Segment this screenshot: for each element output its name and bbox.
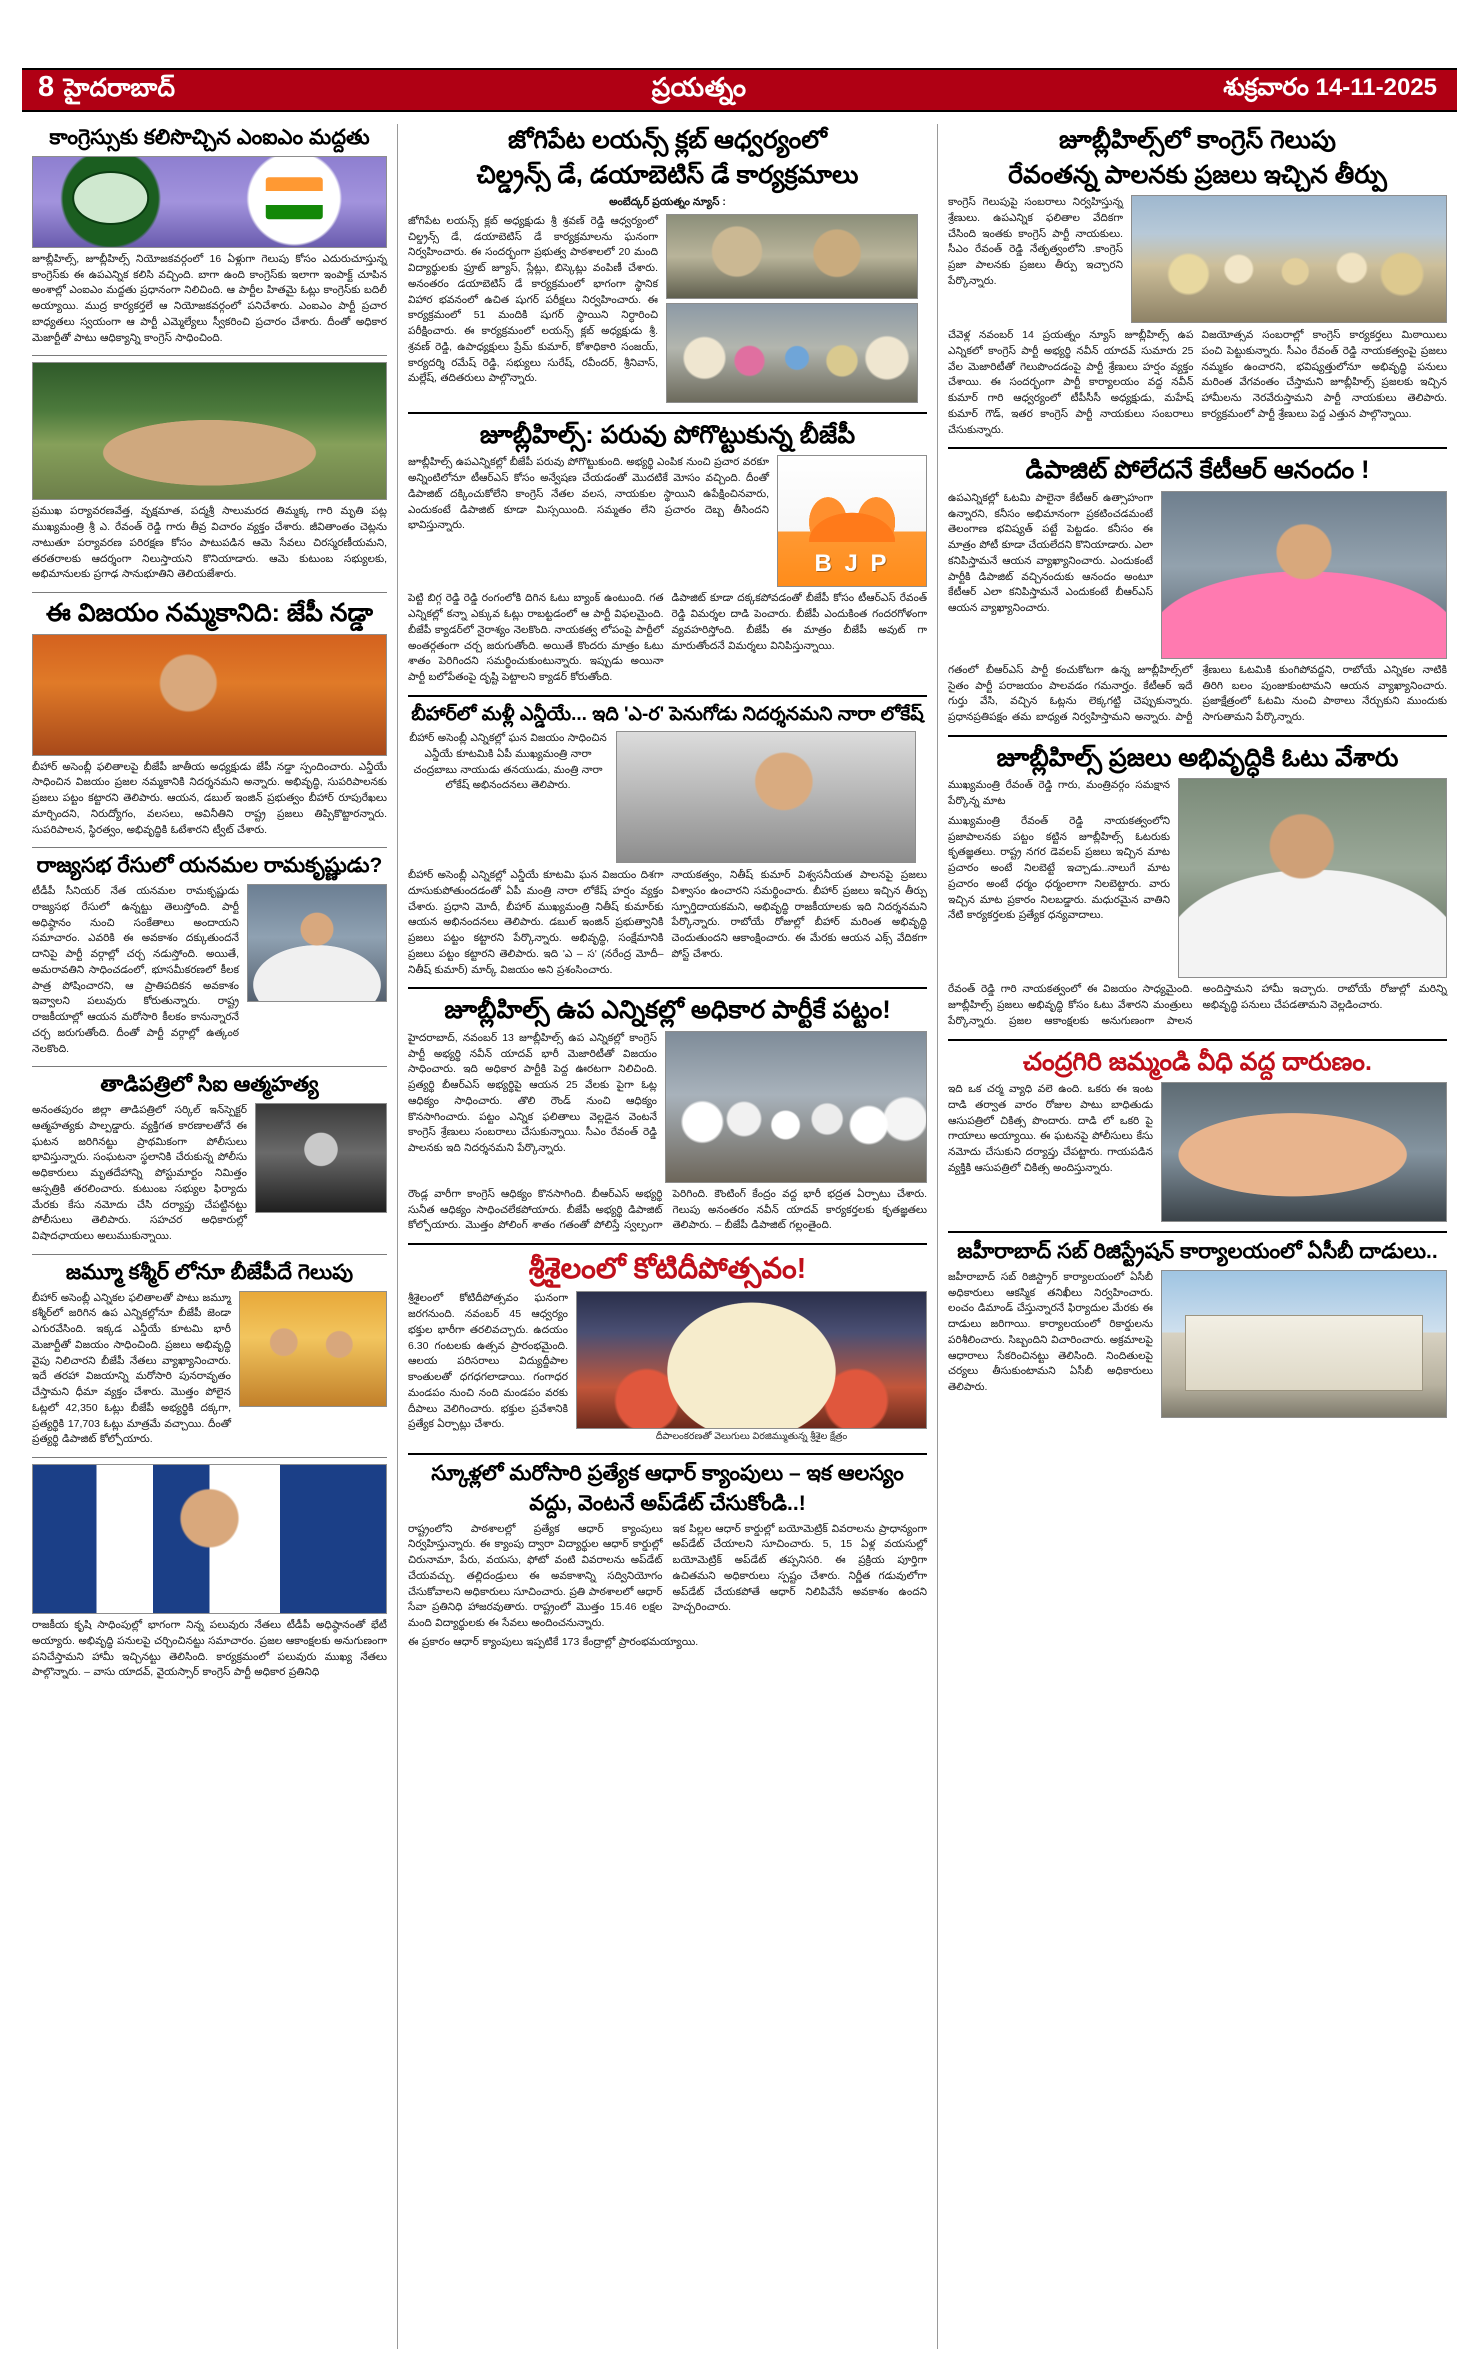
headline: రాజ్యసభ రేసులో యనమల రామకృష్ణుడు?: [36, 854, 383, 878]
headline: జూబ్లీహిల్స్ ఉప ఎన్నికల్లో అధికార పార్టీకే పట్టం!: [444, 996, 891, 1025]
article-body: బీహార్ అసెంబ్లీ ఫలితాలపై బీజేపీ జాతీయ అధ్యక్షుడు జేపీ నడ్డా స్పందించారు. ఎన్డీయే సాధించిన విజయం ప్రజల నమ్మకానికి నిదర్శనమని అన్నారు. అభివృద్ధి, సుపరిపాలనకు ప్రజలు పట్టం కట్టారని తెలిపారు. ఆయన, డబుల్ ఇంజిన్ ప్రభుత్వం బీహార్ రూపురేఖలు మార్చిందని, నిరుద్యోగం, వలసలు, అవినీతిని రాష్ట్ర ప్రజలు తిప్పికొట్టారన్నారు. సుపరిపాలన, స్థిరత్వం, అభివృద్ధికి ఓటేశారని ట్వీట్ చేశారు.: [32, 760, 387, 836]
building-shape: [1185, 1315, 1424, 1391]
article-body: జోగిపేట లయన్స్ క్లబ్ అధ్యక్షుడు శ్రీ శ్రవణ్ రెడ్డి ఆధ్వర్యంలో చిల్డ్రన్స్ డే, డయాబెటిస్ డే కార్యక్రమాలను ఘనంగా నిర్వహించారు. ఈ సందర్భంగా ప్రభుత్వ పాఠశాలలో 20 మంది విద్యార్థులకు ఫ్రూట్ జ్యూస్, స్లేట్లు, బిస్కెట్లు వంపిణీ చేశారు. అనంతరం డయాబెటిస్ డే కార్యక్రమంలో భాగంగా స్థానిక విహార భవనంలో ఉచిత షుగర్ పరీక్షలు నిర్వహించారు. ఈ కార్యక్రమంలో 51 మందికి షుగర్ స్థాయిని నిర్ధారించి పరీక్షించారు. ఈ కార్యక్రమంలో లయన్స్ క్లబ్ అధ్యక్షుడు శ్రీ. శ్రవణ్ రెడ్డి, ఉపాధ్యక్షులు ప్రేమ్ కుమార్, కోశాధికారి సంజయ్, కార్యదర్శి రమేష్ రెడ్డి, సభ్యులు సురేష్, రవీందర్, శ్రీనివాస్, మల్లేష్, తదితరులు పాల్గొన్నారు.: [408, 214, 658, 385]
article-aadhaar-camps: [408, 1462, 927, 1651]
photo-ci: [255, 1103, 387, 1213]
article-development-vote: [948, 744, 1447, 1030]
article-yanamala: [32, 854, 387, 1057]
article-acb-raid: [948, 1240, 1447, 1418]
article-jk-bjp: [32, 1261, 387, 1448]
headline-line-1: జోగిపేట లయన్స్ క్లబ్ ఆధ్వర్యంలో: [507, 126, 828, 154]
article-body-left: హైదరాబాద్, నవంబర్ 13 జూబ్లీహిల్స్ ఉప ఎన్నికల్లో కాంగ్రెస్ పార్టీ అభ్యర్థి నవీన్ యాదవ్ భారీ మెజారిటీతో విజయం సాధించారు. ఇది అధికార పార్టీకి పెద్ద ఊరటగా నిలిచింది. ప్రత్యర్థి బీఆర్ఎస్ అభ్యర్థిపై ఆయన 25 వేలకు పైగా ఓట్ల ఆధిక్యం సాధించారు. తొలి రౌండ్ నుంచి ఆధిక్యం కొనసాగించారు. పట్టం ఎన్నిక ఫలితాలు వెల్లడైన వెంటనే కాంగ్రెస్ శ్రేణులు సంబరాలు చేసుకున్నాయి. సీఎం రేవంత్ రెడ్డి పాలనకు ఇది నిదర్శనమని పేర్కొన్నారు.: [408, 1031, 657, 1155]
photo-children: [666, 303, 918, 403]
headline: తాడిపత్రిలో సిఐ ఆత్మహత్య: [100, 1073, 319, 1097]
dev-top: [948, 778, 1447, 978]
masthead-bar: [22, 68, 1457, 112]
divider: [32, 1066, 387, 1067]
divider: [32, 592, 387, 593]
article-body-3: డిపాజిట్ కూడా దక్కకపోవడంతో బీజేపీ కోసం టీఆర్ఎస్ రేవంత్ రెడ్డి విమర్శల దాడి పెంచారు. బీజేపీ ఎందుకింత గందరగోళంగా వ్యవహరిస్తోంది. బీజేపీ ఈ మాత్రం బీజేపీ అవుట్ గా మారుతోందనే విమర్శలు వినిపిస్తున్నాయి.: [671, 592, 927, 652]
column-right: [938, 124, 1457, 2349]
column-center: [398, 124, 938, 2349]
article-body-below: విజయోత్సవ సంబరాల్లో కాంగ్రెస్ కార్యకర్తలు మిఠాయిలు పంచి పెట్టుకున్నారు. సీఎం రేవంత్ రెడ్డి నాయకత్వంపై ప్రజలు నమ్మకం ఉంచారని, భవిష్యత్తులోనూ అభివృద్ధి పనులు మరింత వేగవంతం చేస్తామని జూబ్లీహిల్స్ ప్రజలకు ఇచ్చిన హామీలను నెరవేరుస్తామని పార్టీ నాయకులు తెలిపారు. కార్యక్రమంలో పార్టీ శ్రేణులు పెద్ద ఎత్తున పాల్గొన్నాయి.: [1201, 329, 1447, 420]
article-ci-suicide: [32, 1073, 387, 1245]
photo-injury: [1161, 1082, 1447, 1222]
edition-city: హైదరాబాద్: [63, 74, 175, 102]
bjp-photo-wrap: [777, 455, 927, 587]
srisailam-photo-wrap: [576, 1291, 927, 1444]
article-srisailam: [408, 1252, 927, 1444]
masthead-date: శుక్రవారం 14-11-2025: [1223, 73, 1437, 101]
bypoll-top: [408, 1031, 927, 1183]
divider: [948, 735, 1447, 737]
congress-flag-icon: [266, 177, 322, 218]
article-body: అనంతపురం జిల్లా తాడిపత్రిలో సర్కిల్ ఇన్‌స్పెక్టర్ ఆత్మహత్యకు పాల్పడ్డారు. వ్యక్తిగత కారణాలతోనే ఈ ఘటన జరిగినట్టు ప్రాథమికంగా పోలీసులు భావిస్తున్నారు. సంఘటనా స్థలానికి చేరుకున్న పోలీసు అధికారులు మృతదేహాన్ని పోస్టుమార్టం నిమిత్తం ఆస్పత్రికి తరలించారు. కుటుంబ సభ్యుల ఫిర్యాదు మేరకు కేసు నమోదు చేసి దర్యాప్తు చేపట్టినట్టు పోలీసులు తెలిపారు. సహచర అధికారుల్లో విషాదఛాయలు అలుముకున్నాయి.: [32, 1104, 247, 1243]
divider: [408, 987, 927, 989]
article-body: జూబ్లీహిల్స్, జూబ్లీహిల్స్ నియోజకవర్గంలో 16 ఏళ్లుగా గెలుపు కోసం ఎదురుచూస్తున్న కాంగ్రెస్‌కు ఈ ఉపఎన్నిక కలిసి వచ్చింది. బాగా ఉంది కాంగ్రెస్‌కు ఇలాగా ఇంపాక్ట్ చూపిన అంశాల్లో ఎంఐఎం మద్దతు ప్రధానంగా నిలిచింది. ఆ పార్టీల హితమై ఓట్లు కాంగ్రెస్‌కు బదిలీ అయ్యాయి. ముద్ర కార్యకర్తలే ఆ నియోజకవర్గంలో పనిచేశారు. ఎంఐఎం పార్టీ ప్రచార బాధ్యతలు స్వయంగా ఆ పార్టీ ఎమ్మెల్యేలు స్వీకరించి ప్రచారం చేశారు. దీంతో అధికార మెజార్టీతో పాటు ఆధిక్యాన్ని కాంగ్రెస్ సాధించింది.: [32, 252, 387, 344]
photo-jk-celebration: [239, 1291, 387, 1407]
article-body-left: ముఖ్యమంత్రి రేవంత్ రెడ్డి నాయకత్వంలోని ప్రజాపాలనకు పట్టం కట్టిన జూబ్లీహిల్స్ ఓటరుకు కృతజ్ఞతలు. రాష్ట్ర నగర డెవలప్ ప్రజలు ఇచ్చిన మాట ప్రచారం అంటే నిలబెట్టే ఇచ్చాడు..నాలుగే మాట ప్రచారం అంటే ధర్మం ధర్మంలాగా నిలబెట్టారు. వారు ఇచ్చిన మాట ప్రకారం నిలబడ్డారు. మధురమైన వాతిని నేటి కార్యకర్తలకు ప్రత్యేక ధన్యవాదాలు.: [948, 814, 1170, 922]
photo-minister: [1178, 778, 1447, 978]
headline: ఈ విజయం నమ్మకానిది: జేపీ నడ్డా: [46, 599, 373, 628]
article-body-bottom: ఈ ప్రకారం ఆధార్ క్యాంపులు ఇప్పటికే 173 కేంద్రాల్లో ప్రారంభమయ్యాయి.: [408, 1635, 699, 1648]
divider: [408, 412, 927, 414]
article-lokesh-bihar: [408, 704, 927, 979]
dev-text-wrap: [948, 778, 1170, 924]
byline: అంబేద్కర్ ప్రయత్నం న్యూస్ :: [609, 196, 726, 208]
article-ysrcp: [32, 1464, 387, 1681]
headline-line-2: వద్దు, వెంటనే అప్‌డేట్ చేసుకోండి..!: [529, 1491, 806, 1515]
headline: శ్రీశైలంలో కోటిదీపోత్సవం!: [528, 1253, 807, 1286]
congress-top: [948, 195, 1447, 323]
photo-thimmakka: [32, 362, 387, 500]
masthead-title: ప్రయత్నం: [651, 71, 747, 102]
photo-lokesh: [616, 731, 916, 863]
divider: [948, 447, 1447, 449]
column-left: [22, 124, 398, 2349]
headline: జూబ్లీహిల్స్ ప్రజలు అభివృద్ధికి ఓటు వేశారు: [996, 743, 1399, 772]
text-with-photos: [408, 214, 927, 403]
acb-body: [948, 1270, 1447, 1418]
article-nadda: [32, 599, 387, 838]
photo-ysrcp-event: [32, 1464, 387, 1614]
masthead-left: [22, 71, 175, 109]
bjp-wordmark: B J P: [814, 550, 890, 578]
article-body-right: చేవెళ్ల నవంబర్ 14 ప్రయత్నం న్యూస్ జూబ్లీహిల్స్ ఉప ఎన్నికలో కాంగ్రెస్ పార్టీ అభ్యర్థి నవీన్ యాదవ్ సుమారు 25 వేల మెజారిటీతో గెలుపొందడంపై పార్టీ శ్రేణులు హర్షం వ్యక్తం చేశాయి. ఈ సందర్భంగా పార్టీ కార్యాలయం వద్ద నవీన్ కుమార్ గారి ఆధ్వర్యంలో టీపీసీసీ అధ్యక్షుడు, మహేష్ కుమార్ గౌడ్, ఇతర కాంగ్రెస్ పార్టీ నాయకులు సంబరాలు చేసుకున్నారు.: [948, 329, 1194, 436]
headline: జమ్మూ కశ్మీర్ లోనూ బీజేపీదే గెలుపు: [65, 1260, 354, 1284]
incident-body: [948, 1082, 1447, 1222]
photo-stack: [666, 214, 918, 403]
photo-srisailam-temple: [576, 1291, 927, 1429]
article-body-left: శ్రీశైలంలో కోటిదీపోత్సవం ఘనంగా జరగనుంది. నవంబర్ 45 ఆధ్వర్యం భక్తుల భారీగా తరలివచ్చారు. ఉదయం 6.30 గంటలకు ఉత్సవ ప్రారంభమైంది. ఆలయ పరిసరాలు విద్యుద్దీపాల కాంతులతో ధగధగలాడాయి. గంగాధర మండపం నుంచి నంది మండపం వరకు దీపాలు వెలిగించారు. భక్తుల ప్రవేశానికి ప్రత్యేక ఏర్పాట్లు చేశారు.: [408, 1292, 568, 1431]
photo-yanamala: [247, 884, 387, 1002]
article-jubileehills-bypoll: [408, 996, 927, 1234]
article-body-right: నాయకత్వం, నితీష్ కుమార్ విశ్వసనీయత పాలనపై ప్రజలు విశ్వాసం ఉంచారని సమర్థించారు. బీహార్ ప్రజలు ఇచ్చిన తీర్పు స్ఫూర్తిదాయకమని, అభివృద్ధి రాజకీయాలకు ఇది నిదర్శనమని పేర్కొన్నారు. రాబోయే రోజుల్లో బీహార్ మరింత అభివృద్ధి చెందుతుందని ఆకాంక్షించారు. ఈ మేరకు ఆయన ఎక్స్ వేదికగా పోస్ట్ చేశారు.: [671, 869, 927, 960]
divider: [408, 1243, 927, 1245]
headline: జూబ్లీహిల్స్: పరువు పోగొట్టుకున్న బీజేపీ: [479, 420, 856, 449]
headline: జహీరాబాద్ సబ్ రిజిస్ట్రేషన్ కార్యాలయంలో ఏసీబీ దాడులు..: [957, 1240, 1438, 1263]
photo-juice-distribution: [666, 214, 918, 299]
ktr-top: [948, 491, 1447, 659]
headline: కాంగ్రెస్సుకు కలిసొచ్చిన ఎంఐఎం మద్దతు: [49, 126, 370, 149]
photo-nadda: [32, 634, 387, 756]
text-with-photo: [32, 1103, 387, 1245]
article-body-right: రౌండ్ల వారీగా కాంగ్రెస్ ఆధిక్యం కొనసాగింది. బీఆర్ఎస్ అభ్యర్థి సునీత ఆధిక్యం సాధించలేకపోయారు. బీజేపీ అభ్యర్థి డిపాజిట్ కోల్పోయారు. మొత్తం పోలింగ్ శాతం గతంతో పోలిస్తే స్వల్పంగా పెరిగింది. కౌంటింగ్ కేంద్రం వద్ద భారీ భద్రత ఏర్పాటు చేశారు. గెలుపు అనంతరం నవీన్ యాదవ్ కార్యకర్తలకు కృతజ్ఞతలు తెలిపారు. – బీజేపీ డిపాజిట్ గల్లంతైంది.: [408, 1187, 927, 1232]
aadhaar-body-columns: [408, 1522, 927, 1632]
article-body-right: గతంలో బీఆర్ఎస్ పార్టీ కంచుకోటగా ఉన్న జూబ్లీహిల్స్‌లో సైతం పార్టీ పరాజయం పాలవడం గమనార్హం. కేటీఆర్ ఇదే గుర్తు వేసి, వచ్చిన ఓట్లను లెక్కగట్టి చెప్పుకున్నారు. ప్రధానప్రతిపక్షం తమ బాధ్యత నిర్వహిస్తామని అన్నారు. పార్టీ శ్రేణులు ఓటమికి కుంగిపోవద్దని, రాబోయే ఎన్నికల నాటికి తిరిగి బలం పుంజుకుంటామని ఆయన వ్యాఖ్యానించారు. ప్రజాక్షేత్రంలో ఓటమి నుంచి పాఠాలు నేర్చుకుని ముందుకు సాగుతామని పేర్కొన్నారు.: [948, 663, 1447, 723]
divider: [408, 695, 927, 697]
divider: [32, 847, 387, 848]
headline-line-2: చిల్డ్రన్స్ డే, డయాబెటిస్ డే కార్యక్రమాలు: [476, 160, 859, 189]
text-with-photo: [32, 884, 387, 1057]
article-thimmakka: [32, 362, 387, 583]
headline-line-2: రేవంతన్న పాలనకు ప్రజలు ఇచ్చిన తీర్పు: [1008, 160, 1387, 189]
headline: బీహార్‌లో మళ్లీ ఎన్డీయే... ఇది 'ఎ-ర' పెనుగోడు నిదర్శనమని నారా లోకేష్: [411, 703, 924, 725]
article-body-right: రేవంత్ రెడ్డి గారి నాయకత్వంలో ఈ విజయం సాధ్యమైంది. జూబ్లీహిల్స్ ప్రజలు అభివృద్ధి కోసం ఓటు వేశారని మంత్రులు పేర్కొన్నారు. ప్రజల ఆకాంక్షలకు అనుగుణంగా పాలన అందిస్తామని హామీ ఇచ్చారు. రాబోయే రోజుల్లో మరిన్ని అభివృద్ధి పనులు చేపడతామని వెల్లడించారు.: [948, 983, 1447, 1027]
mim-emblem-icon: [72, 171, 150, 225]
article-lead: ముఖ్యమంత్రి రేవంత్ రెడ్డి గారు, మంత్రివర్గం సమక్షాన పేర్కొన్న మాట: [948, 779, 1170, 807]
article-body: రాజకీయ కృషి సాధింపుల్లో భాగంగా నిన్న పలువురు నేతలు టీడీపీ అధిష్ఠానంతో భేటీ అయ్యారు. అభివృద్ధి పనులపై చర్చించినట్టు సమాచారం. ప్రజల ఆకాంక్షలకు అనుగుణంగా పనిచేస్తామని హామీ ఇచ్చినట్టు తెలిసింది. కార్యక్రమంలో పలువురు ముఖ్య నేతలు పాల్గొన్నారు. – వాసు యాదవ్, వైయస్సార్ కాంగ్రెస్ పార్టీ అధికార ప్రతినిధి: [32, 1619, 387, 1679]
article-ktr-deposit: [948, 456, 1447, 726]
headline: డిపాజిట్ పోలేదనే కేటీఆర్ ఆనందం !: [1025, 456, 1370, 485]
divider: [948, 1039, 1447, 1041]
article-body-1: జూబ్లీహిల్స్ ఉపఎన్నికల్లో బీజేపీ పరువు పోగొట్టుకుంది. అభ్యర్థి ఎంపిక నుంచి ప్రచార వరకూ అన్నింటిలోనూ టీఆర్ఎస్ కోసం అన్వేషణ చేయడంతో మొదటికే మోసం వచ్చింది. దీంతో డిపాజిట్ దక్కించుకోలేని కాంగ్రెస్ నేతల వలస, నాయకుల స్థాయిని ఉపేక్షించినవారు, ఎందుకంటే డిపాజిట్ కూడా మిస్సయింది. సమ్మతం లేని ప్రచారం దెబ్బ తీసిందని భావిస్తున్నారు.: [408, 456, 769, 532]
headline-line-1: స్కూళ్లలో మరోసారి ప్రత్యేక ఆధార్ క్యాంపులు – ఇక ఆలస్యం: [431, 1462, 904, 1486]
article-body-left: ఉపఎన్నికల్లో ఓటమి పాలైనా కేటీఆర్ ఉత్సాహంగా ఉన్నారని, కనీసం అభిమానంగా ప్రకటించడమంటే తెలంగాణ భవిష్యత్ పట్టే పెట్టడం. కనీసం ఈ మాత్రం పోటీ కూడా చేయలేదని కొనియాడారు. ఎలా కనిపిస్తామనే ఆయన వ్యాఖ్యానించారు. ఎందుకంటే పార్టీకి డిపాజిట్ వచ్చినందుకు ఆనందం అంటూ కేటీఆర్ ఎలా కనిపిస్తామనే ఎందుకంటే బీఆర్ఎస్ ఆయన వ్యాఖ్యానించారు.: [948, 491, 1153, 614]
lotus-icon: [809, 490, 895, 542]
article-body-left: రాష్ట్రంలోని పాఠశాలల్లో ప్రత్యేక ఆధార్ క్యాంపులు నిర్వహిస్తున్నారు. ఈ క్యాంపు ద్వారా విద్యార్థుల ఆధార్ కార్డుల్లో చిరునామా, పేరు, వయసు, ఫోటో వంటి వివరాలను అప్‌డేట్ చేయవచ్చు. తల్లిదండ్రులు ఈ అవకాశాన్ని సద్వినియోగం చేసుకోవాలని అధికారులు సూచించారు. ప్రతి పాఠశాలలో ఆధార్ సేవా ప్రతినిధి హాజరవుతారు. రాష్ట్రంలో మొత్తం 15.46 లక్షల మంది విద్యార్థులకు ఈ సేవలు అందించనున్నారు.: [408, 1522, 663, 1630]
photo-sub-registrar-office: [1161, 1270, 1447, 1418]
photo-caption: దీపాలంకరణతో వెలుగులు విరజిమ్ముతున్న శ్రీశైల క్షేత్రం: [655, 1431, 848, 1443]
article-body: టీడీపీ సీనియర్ నేత యనమల రామకృష్ణుడు రాజ్యసభ రేసులో ఉన్నట్టు తెలుస్తోంది. పార్టీ అధిష్ఠానం నుంచి సంకేతాలు అందాయని సమాచారం. ఎవరికి ఈ అవకాశం దక్కుతుందనే దానిపై పార్టీ వర్గాల్లో చర్చ నడుస్తోంది. అయితే, అమరావతిని సాధించడంలో, భూసమీకరణలో కీలక పాత్ర పోషించారని, ఆ ప్రాతిపదికన అవకాశం ఇవ్వాలని పలువురు కోరుతున్నారు. రాష్ట్ర రాజకీయాల్లో ఆయన మరోసారి కీలకం కానున్నారనే చర్చ జరుగుతోంది. దీంతో పార్టీ వర్గాల్లో ఉత్కంఠ నెలకొంది.: [32, 885, 239, 1055]
article-body-left: కాంగ్రెస్ గెలుపుపై సంబరాలు నిర్వహిస్తున్న శ్రేణులు. ఉపఎన్నిక ఫలితాల వేదికగా చేసింది ఇంతకు కాంగ్రెస్ పార్టీ నాయకులు. సీఎం రేవంత్ రెడ్డి నేతృత్వంలోని .కాంగ్రెస్ ప్రజా పాలనకు ప్రజలు తీర్పు ఇచ్చారని పేర్కొన్నారు.: [948, 196, 1123, 287]
photo-congress-rally: [1131, 195, 1447, 323]
article-body-2: పెట్టి బిగ్గ రెడ్డి రెడ్డి రంగంలోకి దిగిన ఓటు బ్యాంక్ ఉంటుంది. గత ఎన్నికల్లో కన్నా ఎక్కువ ఓట్లు రాబట్టడంలో ఆ పార్టీ విఫలమైంది. బీజేపీ క్యాడర్‌లో నైరాశ్యం నెలకొంది. నాయకత్వ లోపంపై పార్టీలో అంతర్గతంగా చర్చ జరుగుతోంది. అయితే కొందరు మాత్రం ఓటు శాతం పెరిగిందని సమర్థించుకుంటున్నారు. ఇప్పుడు అయినా పార్టీ బలోపేతంపై దృష్టి పెట్టాలని క్యాడర్ కోరుతోంది.: [408, 592, 664, 683]
article-body-left: బీహార్ అసెంబ్లీ ఎన్నికల్లో ఎన్డీయే కూటమి ఘన విజయం దిశగా దూసుకుపోతుందడంతో ఏపీ మంత్రి నారా లోకేష్ హర్షం వ్యక్తం చేశారు. ప్రధాని మోదీ, బీహార్ ముఖ్యమంత్రి నితీష్ కుమార్‌కు ఆయన అభినందనలు తెలిపారు. డబుల్ ఇంజిన్ ప్రభుత్వానికి ప్రజలు పట్టం కట్టారని పేర్కొన్నారు. అభివృద్ధి, సంక్షేమానికి ప్రజలు పట్టం కట్టారని తెలిపారు. ఇది 'ఎ – స' (నరేంద్ర మోదీ–నితీష్ కుమార్) మార్క్ విజయం అని ప్రశంసించారు.: [408, 869, 664, 976]
divider: [408, 1453, 927, 1455]
article-body-right: ఇక పిల్లల ఆధార్ కార్డుల్లో బయోమెట్రిక్ వివరాలను ప్రాధాన్యంగా అప్‌డేట్ చేయాలని సూచించారు. 5, 15 ఏళ్ల వయసుల్లో బయోమెట్రిక్ అప్‌డేట్ తప్పనిసరి. ఈ ప్రక్రియ పూర్తిగా ఉచితమని అధికారులు స్పష్టం చేశారు. నిర్ణీత గడువులోగా అప్‌డేట్ చేయకపోతే ఆధార్ నిలిపివేసే అవకాశం ఉందని హెచ్చరించారు.: [672, 1522, 927, 1614]
page-number: 8: [38, 71, 54, 103]
article-chandragiri-incident: [948, 1048, 1447, 1223]
photo-ktr: [1161, 491, 1447, 659]
article-body: బీహార్ అసెంబ్లీ ఎన్నికల ఫలితాలతో పాటు జమ్మూ కశ్మీర్‌లో జరిగిన ఉప ఎన్నికల్లోనూ బీజేపీ జెండా ఎగురవేసింది. ఇక్కడ ఎన్డీయే కూటమి భారీ మెజార్టీతో విజయం సాధించింది. ప్రజలు అభివృద్ధి వైపు నిలిచారని బీజేపీ నేతలు వ్యాఖ్యానించారు. ఇదే తరహా విజయాన్ని మరోసారి పునరావృతం చేస్తామని ధీమా వ్యక్తం చేశారు. మొత్తం పోలైన ఓట్లలో 42,350 ఓట్లు బీజేపీ అభ్యర్థికి దక్కగా, ప్రత్యర్థికి 17,703 ఓట్లు మాత్రమే వచ్చాయి. దీంతో ప్రత్యర్థి డిపాజిట్ కోల్పోయారు.: [32, 1291, 231, 1446]
photo-victory-rally: [665, 1031, 927, 1183]
article-congress-win: [948, 126, 1447, 438]
headline-line-1: జూబ్లీహిల్స్‌లో కాంగ్రెస్ గెలుపు: [1058, 126, 1337, 154]
divider: [32, 1254, 387, 1255]
article-lead: బీహార్ అసెంబ్లీ ఎన్నికల్లో ఘన విజయం సాధించిన ఎన్డీయే కూటమికి ఏపీ ముఖ్యమంత్రి నారా చంద్రబాబు నాయుడు తనయుడు, మంత్రి నారా లోకేష్ అభినందనలు తెలిపారు.: [409, 732, 607, 792]
divider: [32, 1457, 387, 1458]
bjp-body-columns: [408, 591, 927, 686]
dev-photo-wrap: [1178, 778, 1447, 978]
article-mim-support: [32, 126, 387, 346]
article-bjp-jubileehills: [408, 421, 927, 686]
srisailam-body: [408, 1291, 927, 1444]
article-body: జహీరాబాద్ సబ్ రిజిస్ట్రార్ కార్యాలయంలో ఏసీబీ అధికారులు ఆకస్మిక తనిఖీలు నిర్వహించారు. లంచం డిమాండ్ చేస్తున్నారనే ఫిర్యాదుల మేరకు ఈ దాడులు జరిగాయి. కార్యాలయంలో రికార్డులను పరిశీలించారు. సిబ్బందిని విచారించారు. అక్రమాలపై ఆధారాలు సేకరించినట్టు తెలిసింది. నిందితులపై చర్యలు తీసుకుంటామని ఏసీబీ అధికారులు తెలిపారు.: [948, 1270, 1153, 1394]
text-with-photo: [32, 1291, 387, 1449]
article-lions-club: [408, 126, 927, 403]
headline: చంద్రగిరి జమ్మండి వీధి వద్ద దారుణం.: [1023, 1047, 1372, 1076]
columns-container: [22, 124, 1457, 2349]
article-body: ప్రముఖ పర్యావరణవేత్త, వృక్షమాత, పద్మశ్రీ సాలుమరద తిమ్మక్క గారి మృతి పట్ల ముఖ్యమంత్రి శ్రీ ఎ. రేవంత్ రెడ్డి గారు తీవ్ర విచారం వ్యక్తం చేశారు. జీవితాంతం చెట్లను నాటుతూ పర్యావరణ పరిరక్షణ కోసం పాటుపడిన ఆమె సేవలు చిరస్మరణీయమని, తరతరాలకు ఆదర్శంగా నిలుస్తాయని కొనియాడారు. ఆమె కుటుంబ సభ్యులకు, అభిమానులకు ప్రగాఢ సానుభూతిని తెలియజేశారు.: [32, 505, 387, 581]
lokesh-body-columns: [408, 868, 927, 978]
article-body: ఇది ఒక చర్మ వ్యాధి వలె ఉంది. ఒకరు ఈ ఇంట దాడి తర్వాత వారం రోజుల పాటు బాధితుడు ఆసుపత్రిలో చికిత్స పొందారు. దాడి లో ఒకరి పై గాయాలు అయ్యాయి. ఈ ఘటనపై పోలీసులు కేసు నమోదు చేసుకుని దర్యాప్తు చేపట్టారు. గాయపడిన వ్యక్తికి ఆసుపత్రిలో చికిత్స అందిస్తున్నారు.: [948, 1083, 1153, 1174]
photo-congress-mim: [32, 156, 387, 248]
photo-bjp-logo: [777, 455, 927, 587]
divider: [948, 1231, 1447, 1233]
three-col-with-photo: [408, 455, 927, 587]
congress-bottom: [948, 328, 1447, 438]
divider: [32, 355, 387, 356]
lead-with-photo: [408, 731, 927, 863]
